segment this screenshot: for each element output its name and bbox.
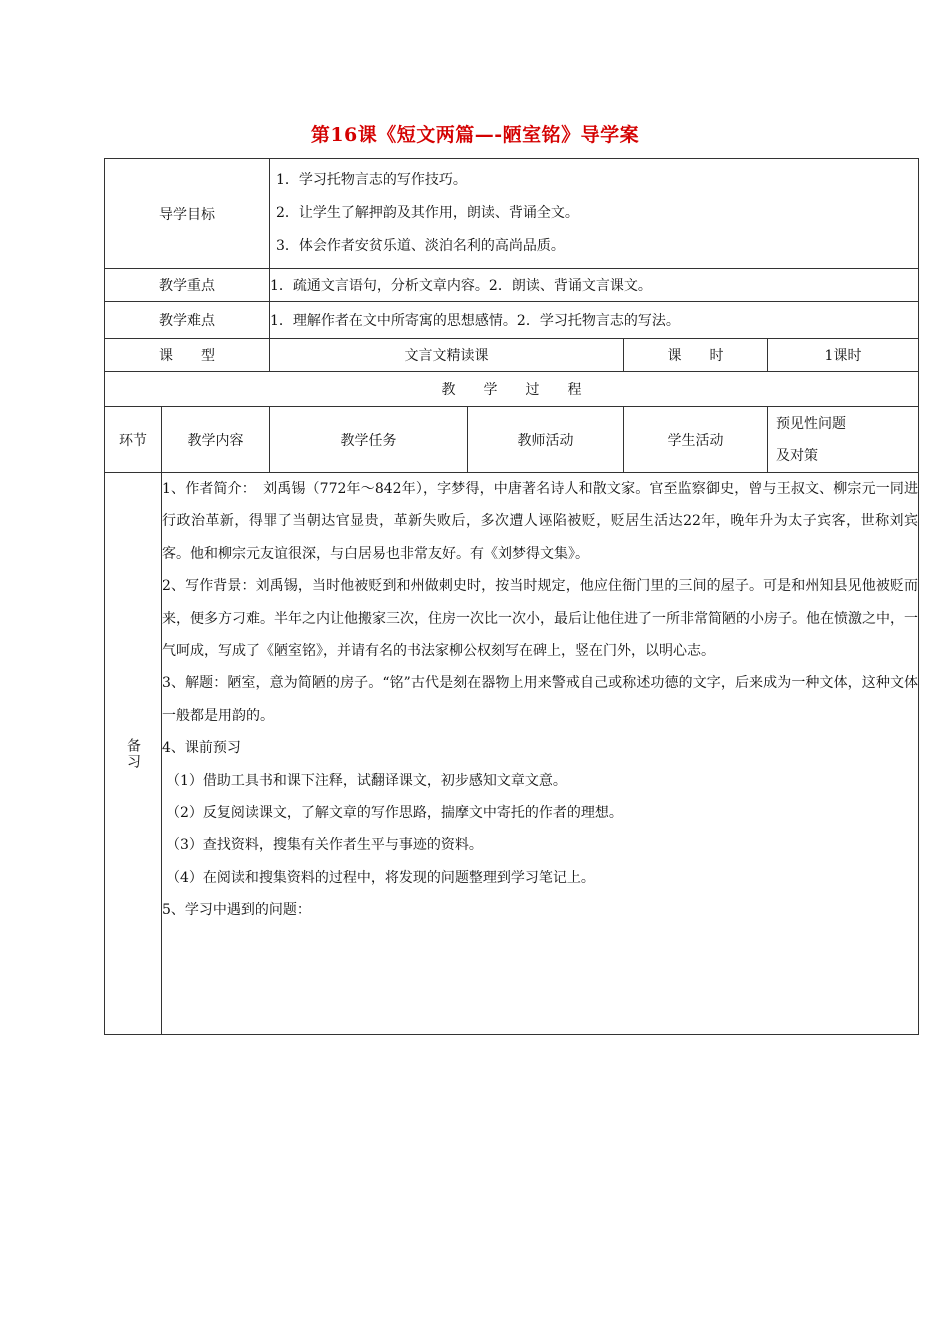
col-header-problems-line2: 及对策 xyxy=(776,447,818,464)
goal-item: 2．让学生了解押韵及其作用，朗读、背诵全文。 xyxy=(276,205,579,221)
lesson-plan-table xyxy=(104,158,919,1035)
lesson-type-row xyxy=(105,339,919,372)
goal-item: 1．学习托物言志的写作技巧。 xyxy=(276,172,467,188)
col-header-problems-line1: 预见性问题 xyxy=(776,415,846,432)
col-header-content: 教学内容 xyxy=(162,407,270,473)
process-header: 教 学 过 程 xyxy=(105,372,919,407)
goals-row xyxy=(105,159,919,269)
col-header-student: 学生活动 xyxy=(624,407,768,473)
lesson-type-label: 课 型 xyxy=(105,339,270,372)
key-points-label: 教学重点 xyxy=(105,269,270,302)
prep-step: （3）查找资料，搜集有关作者生平与事迹的资料。 xyxy=(166,837,483,854)
prep-step: （4）在阅读和搜集资料的过程中，将发现的问题整理到学习笔记上。 xyxy=(166,869,595,886)
process-header-row xyxy=(105,372,919,407)
prep-paragraph: 2、写作背景：刘禹锡，当时他被贬到和州做刺史时，按当时规定，他应住衙门里的三间的屋子。可是和州知县见他被贬而来，便多方刁难。半年之内让他搬家三次，住房一次比一次小，最后让他住进了一所非常简陋的小房子。他在愤激之中，一气呵成，写成了《陋室铭》，并请有名的书法家柳公权刻写在碑上，竖在门外，以明心志。 xyxy=(162,578,919,660)
goals-content xyxy=(270,159,919,269)
col-header-teacher: 教师活动 xyxy=(468,407,624,473)
difficulties-row xyxy=(105,302,919,339)
goal-item: 3．体会作者安贫乐道、淡泊名利的高尚品质。 xyxy=(276,238,565,254)
prep-paragraph: 3、解题：陋室，意为简陋的房子。“铭”古代是刻在器物上用来警戒自己或称述功德的文字，后来成为一种文体，这种文体一般都是用韵的。 xyxy=(162,675,919,724)
col-header-problems xyxy=(768,407,919,473)
prep-label: 备习 xyxy=(125,737,141,770)
column-header-row xyxy=(105,407,919,473)
prep-step: （1）借助工具书和课下注释，试翻译课文，初步感知文章文意。 xyxy=(166,772,567,789)
difficulties-label: 教学难点 xyxy=(105,302,270,339)
prep-content xyxy=(162,473,919,1035)
hours-value: 1课时 xyxy=(768,339,919,372)
goals-label: 导学目标 xyxy=(105,159,270,269)
lesson-type-value: 文言文精读课 xyxy=(270,339,624,372)
page-title: 第16课《短文两篇—-陋室铭》导学案 xyxy=(310,124,640,146)
prep-final-question: 5、学习中遇到的问题： xyxy=(162,902,311,919)
prep-paragraph: 1、作者简介： 刘禹锡（772年～842年），字梦得，中唐著名诗人和散文家。官至监察御史，曾与王叔文、柳宗元一同进行政治革新，得罪了当朝达官显贵，革新失败后，多次遭人诬陷被贬，贬居生活达22年，晚年升为太子宾客，世称刘宾客。他和柳宗元友谊很深，与白居易也非常友好。有《刘梦得文集》。 xyxy=(162,481,919,562)
col-header-stage: 环节 xyxy=(105,407,162,473)
key-points-row xyxy=(105,269,919,302)
col-header-task: 教学任务 xyxy=(270,407,468,473)
prep-label-cell xyxy=(105,473,162,1035)
prep-row xyxy=(105,473,919,1035)
hours-label: 课 时 xyxy=(624,339,768,372)
prep-step: （2）反复阅读课文，了解文章的写作思路，揣摩文中寄托的作者的理想。 xyxy=(166,805,623,822)
difficulties-text: 1．理解作者在文中所寄寓的思想感情。2．学习托物言志的写法。 xyxy=(270,302,919,339)
prep-paragraph: 4、课前预习 xyxy=(162,740,241,757)
key-points-text: 1．疏通文言语句，分析文章内容。2．朗读、背诵文言课文。 xyxy=(270,269,919,302)
